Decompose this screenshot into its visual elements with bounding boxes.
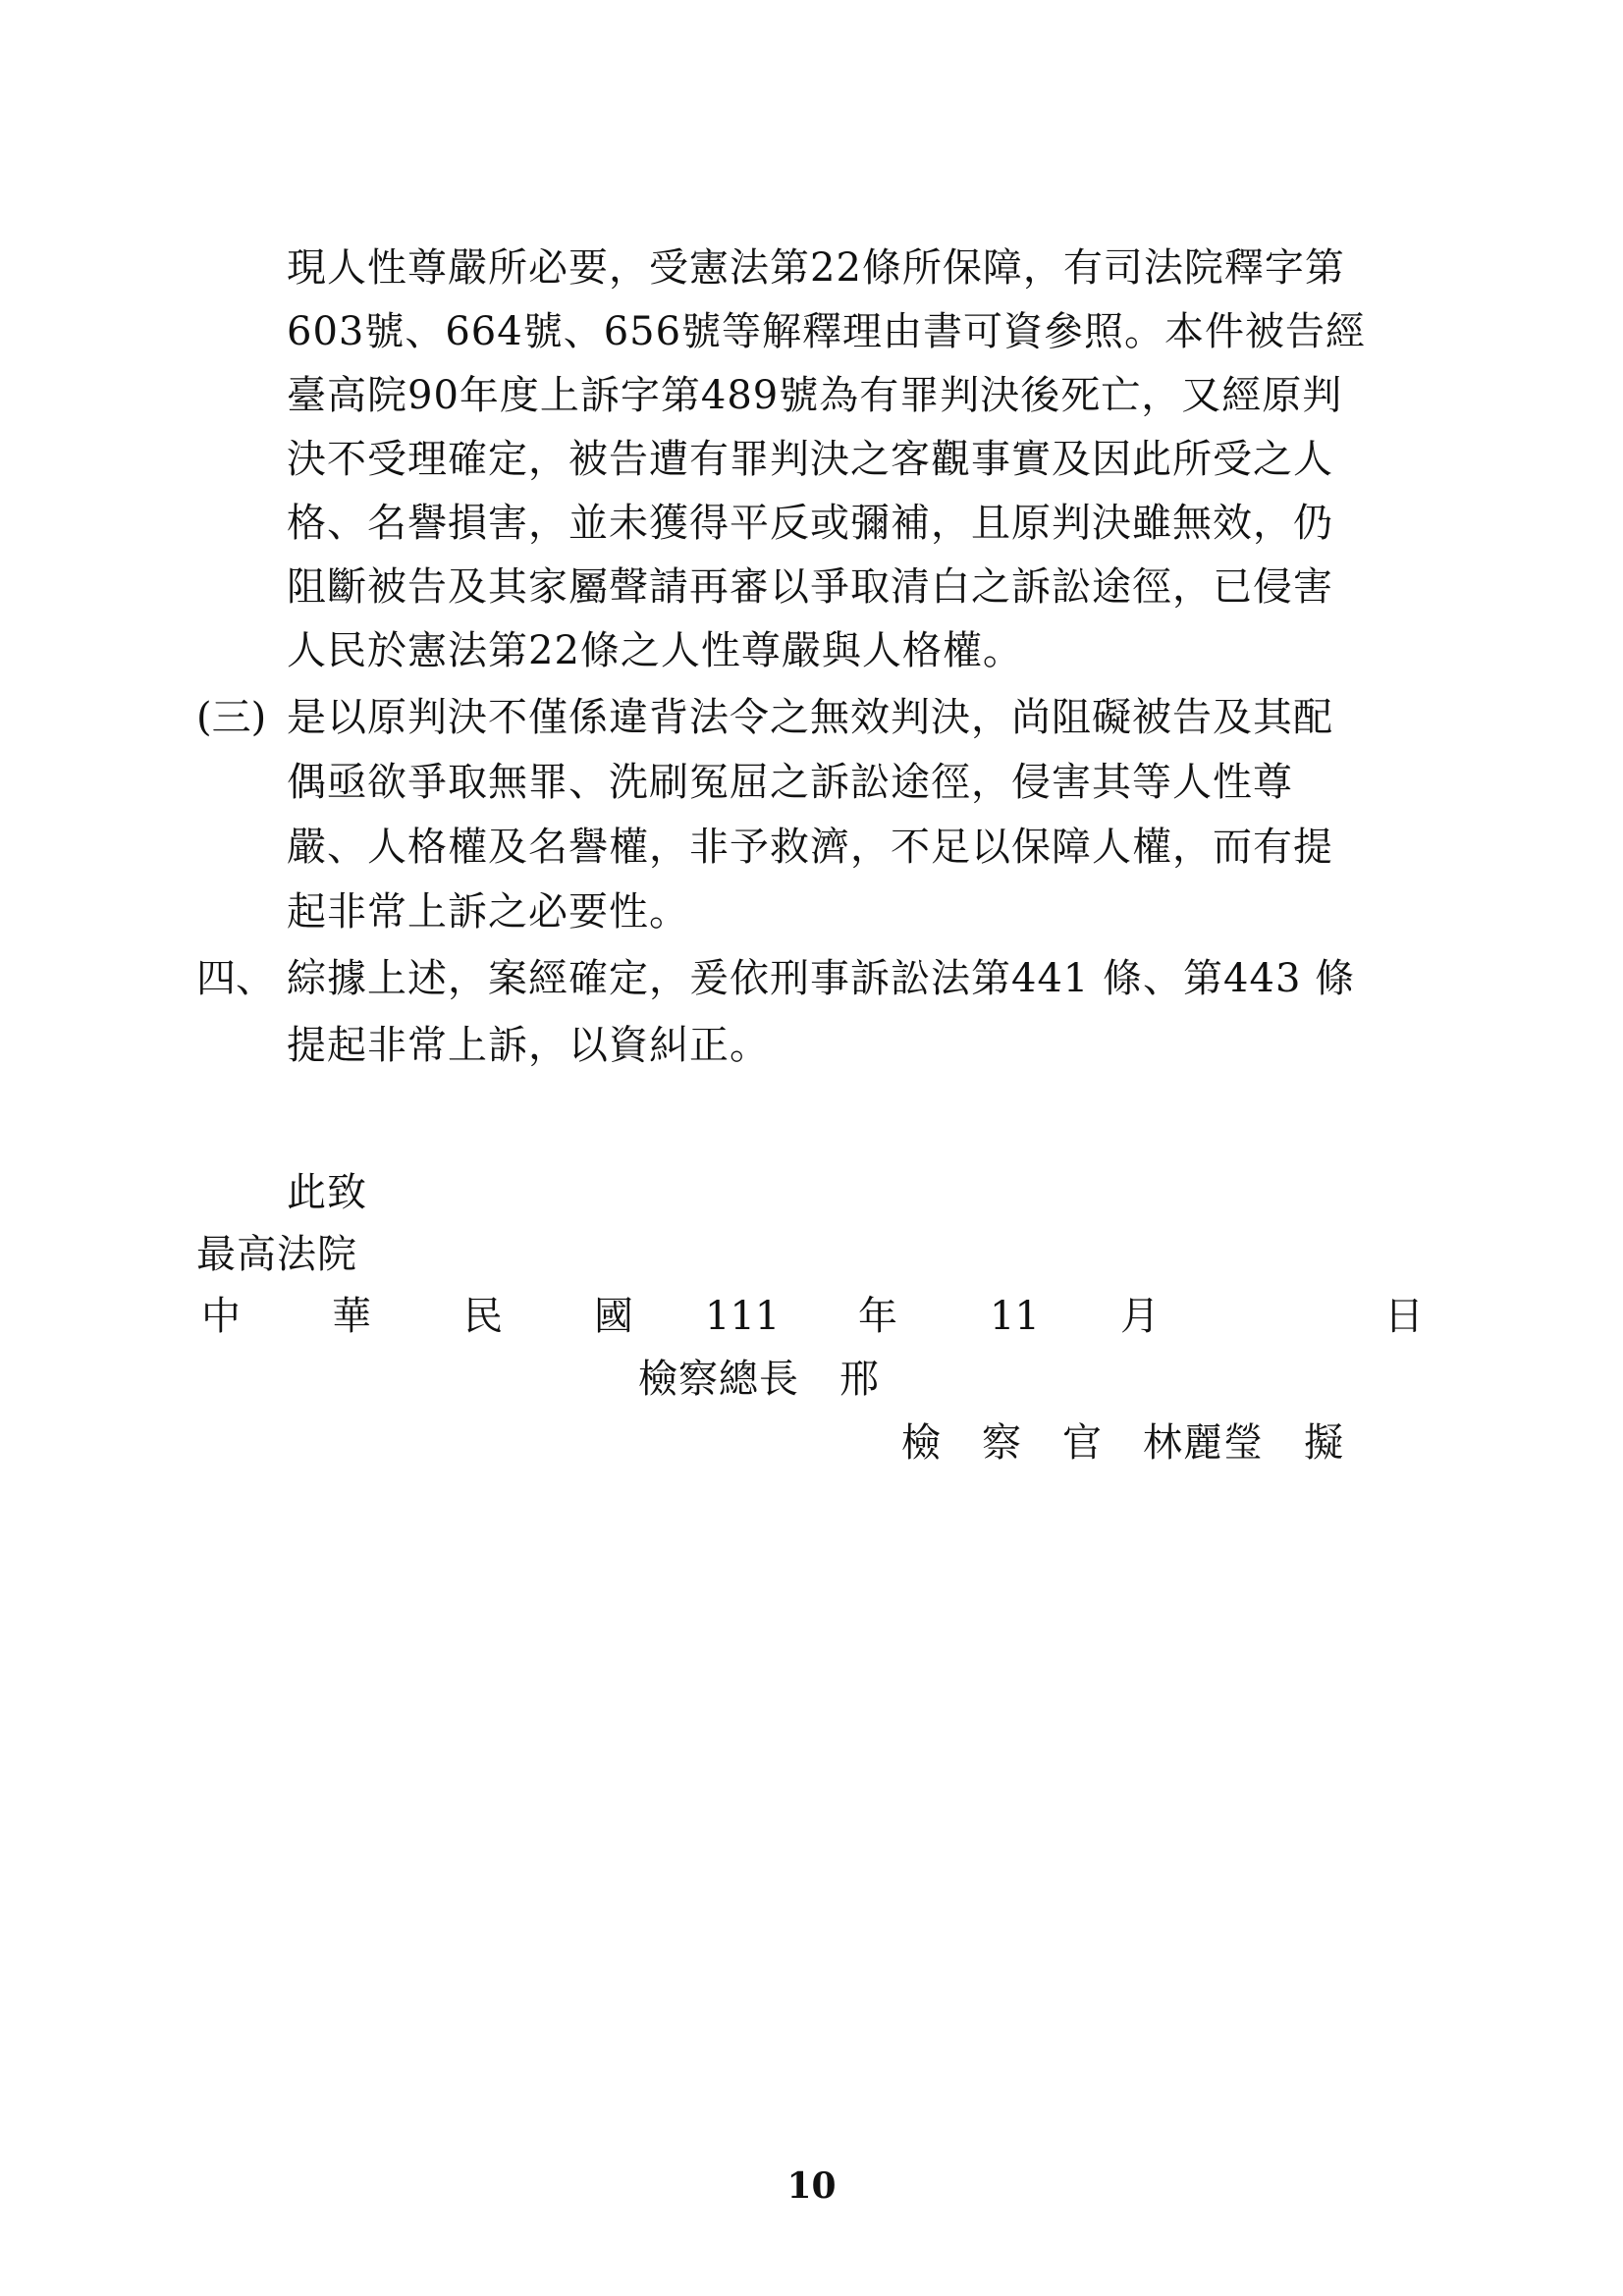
text-line: 綜據上述，案經確定，爰依刑事訴訟法第441 條、第443 條 xyxy=(287,956,1356,1001)
text-line: 603號、664號、656號等解釋理由書可資參照。本件被告經 xyxy=(287,309,1367,354)
date-hua: 華 xyxy=(332,1294,371,1339)
text-line: 臺高院90年度上訴字第489號為有罪判決後死亡，又經原判 xyxy=(287,373,1343,418)
text-line: 是以原判決不僅係違背法令之無效判決，尚阻礙被告及其配 xyxy=(287,695,1333,740)
date-month: 11 xyxy=(990,1294,1040,1339)
text-line: 現人性尊嚴所必要，受憲法第22條所保障，有司法院釋字第 xyxy=(287,245,1345,291)
text-line: 阻斷被告及其家屬聲請再審以爭取清白之訴訟途徑，已侵害 xyxy=(287,564,1333,610)
date-month-unit: 月 xyxy=(1120,1294,1160,1339)
text-line: 格、名譽損害，並未獲得平反或彌補，且原判決雖無效，仍 xyxy=(287,501,1333,546)
date-zhong: 中 xyxy=(201,1294,241,1339)
date-day-unit: 日 xyxy=(1384,1294,1424,1339)
date-year-unit: 年 xyxy=(858,1294,897,1339)
signatory-prosecutor: 檢 察 官 林麗瑩 擬 xyxy=(901,1420,1344,1466)
section-label: 四、 xyxy=(196,956,275,1001)
date-min: 民 xyxy=(463,1294,503,1339)
text-line: 決不受理確定，被告遭有罪判決之客觀事實及因此所受之人 xyxy=(287,437,1333,482)
text-line: 嚴、人格權及名譽權，非予救濟，不足以保障人權，而有提 xyxy=(287,825,1333,870)
page-number: 10 xyxy=(786,2165,837,2207)
signatory-prosecutor-general: 檢察總長 邢 xyxy=(638,1357,880,1402)
text-line: 偶亟欲爭取無罪、洗刷冤屈之訴訟途徑，侵害其等人性尊 xyxy=(287,760,1293,805)
date-year: 111 xyxy=(705,1294,781,1339)
subsection-label: (三) xyxy=(196,695,267,740)
text-line: 人民於憲法第22條之人性尊嚴與人格權。 xyxy=(287,628,1023,673)
date-guo: 國 xyxy=(594,1294,633,1339)
text-line: 提起非常上訴，以資糾正。 xyxy=(287,1023,770,1068)
closing-salutation: 此致 xyxy=(287,1170,367,1215)
addressee: 最高法院 xyxy=(196,1232,357,1277)
text-line: 起非常上訴之必要性。 xyxy=(287,889,689,934)
